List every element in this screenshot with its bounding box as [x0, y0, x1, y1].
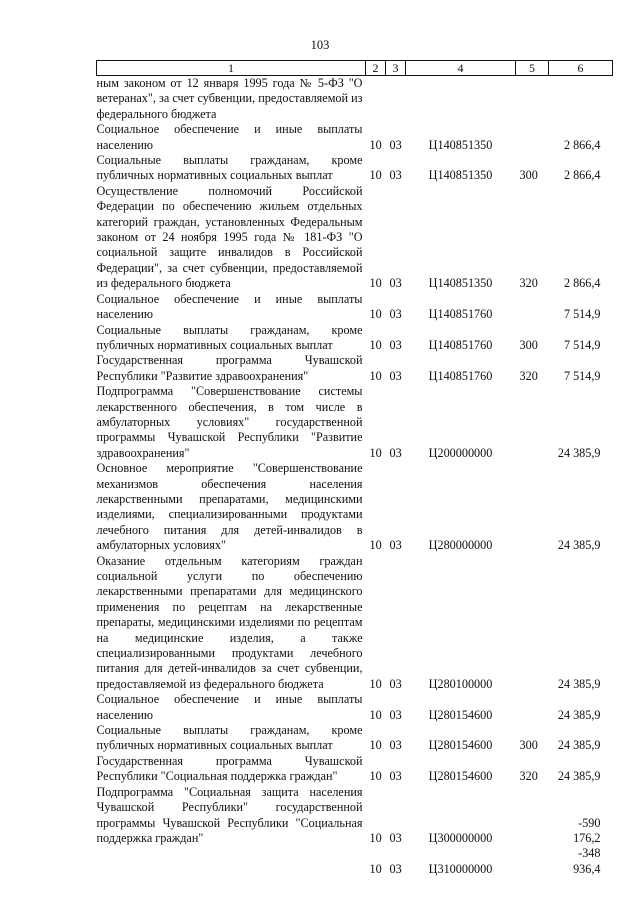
table-row: [97, 692, 613, 723]
row-amount: -590 176,2: [573, 815, 601, 845]
row-name: Государственная программа Чувашской Республики "Социальная поддержка граждан": [96, 753, 363, 784]
table-row: [97, 292, 613, 323]
table-row: [97, 785, 613, 847]
row-expense-type: 320: [519, 368, 538, 383]
row-name: Государственная программа Чувашской Республики "Развитие здравоохранения": [96, 353, 363, 383]
row-expense-type: 320: [519, 769, 538, 784]
table-row: [97, 184, 613, 292]
row-target-article: Ц280154600: [428, 769, 493, 784]
row-target-article: Ц140851760: [428, 368, 493, 383]
row-expense-type: [516, 122, 549, 153]
row-name: Осуществление полномочий Российской Федерации по обеспечению жильем отдельных категорий граждан, установленных Федеральным законом от 24 ноября 1995 года № 181-ФЗ "О социальной защите инвалидов в Российской Федерации", за счет субвенции, предоставляемой из федерального бюджета: [96, 183, 363, 291]
row-amount: 24 385,9: [557, 445, 601, 460]
row-expense-type: [516, 461, 549, 553]
table-row: [97, 754, 613, 785]
table-row: [97, 122, 613, 153]
row-section: 10: [369, 307, 382, 322]
row-subsection: 03: [389, 676, 402, 691]
row-section: 10: [369, 769, 382, 784]
row-section: 10: [369, 137, 382, 152]
row-target-article: Ц140851350: [428, 137, 493, 152]
row-subsection: 03: [389, 137, 402, 152]
row-section: [366, 76, 386, 123]
row-name: Социальное обеспечение и иные выплаты населению: [96, 122, 363, 152]
row-target-article: Ц280154600: [428, 738, 493, 753]
table-row: [97, 461, 613, 553]
row-amount: 24 385,9: [557, 676, 601, 691]
row-target-article: Ц280154600: [428, 707, 493, 722]
row-section: 10: [369, 676, 382, 691]
row-expense-type: [516, 785, 549, 847]
row-target-article: [406, 76, 516, 123]
row-name: [97, 846, 366, 877]
row-expense-type: [516, 292, 549, 323]
table-row: [97, 353, 613, 384]
row-section: 10: [369, 368, 382, 383]
row-subsection: 03: [389, 538, 402, 553]
row-section: 10: [369, 707, 382, 722]
table-row: [97, 76, 613, 123]
column-header-target-article: 4: [406, 61, 516, 76]
row-subsection: [386, 76, 406, 123]
row-expense-type: 300: [519, 337, 538, 352]
table-row: [97, 554, 613, 693]
row-expense-type: [516, 76, 549, 123]
row-name: Социальные выплаты гражданам, кроме публичных нормативных социальных выплат: [96, 153, 363, 183]
row-subsection: 03: [389, 368, 402, 383]
row-target-article: Ц140851760: [428, 337, 493, 352]
row-name: Подпрограмма "Совершенствование системы лекарственного обеспечения, в том числе в амбулаторных условиях" государственной программы Чувашской Республики "Развитие здравоохранения": [96, 384, 363, 460]
row-subsection: 03: [389, 307, 402, 322]
row-target-article: Ц200000000: [428, 445, 493, 460]
column-header-name: 1: [97, 61, 366, 76]
row-section: 10: [369, 861, 382, 876]
budget-table: [96, 60, 613, 877]
row-subsection: 03: [389, 707, 402, 722]
row-section: 10: [369, 337, 382, 352]
row-subsection: 03: [389, 738, 402, 753]
column-header-expense-type: 5: [516, 61, 549, 76]
row-expense-type: [516, 846, 549, 877]
row-expense-type: [516, 384, 549, 461]
row-amount: 7 514,9: [563, 368, 601, 383]
row-section: 10: [369, 168, 382, 183]
row-amount: 2 866,4: [563, 276, 601, 291]
column-header-amount: 6: [549, 61, 613, 76]
row-amount: 7 514,9: [563, 337, 601, 352]
table-row: [97, 384, 613, 461]
row-amount: [549, 76, 613, 123]
row-amount: 24 385,9: [557, 538, 601, 553]
table-row: [97, 846, 613, 877]
row-amount: 24 385,9: [557, 707, 601, 722]
row-amount: -348 936,4: [573, 846, 601, 876]
row-subsection: 03: [389, 276, 402, 291]
page-number: 103: [310, 38, 330, 52]
row-expense-type: 320: [519, 276, 538, 291]
row-section: 10: [369, 276, 382, 291]
row-subsection: 03: [389, 445, 402, 460]
table-header-row: [97, 61, 613, 76]
row-target-article: Ц140851350: [428, 168, 493, 183]
row-amount: 2 866,4: [563, 137, 601, 152]
row-expense-type: 300: [519, 738, 538, 753]
row-name: Социальное обеспечение и иные выплаты населению: [96, 692, 363, 722]
row-name: ным законом от 12 января 1995 года № 5-ФЗ "О ветеранах", за счет субвенции, предоставляемой из федерального бюджета: [96, 76, 363, 121]
table-row: [97, 323, 613, 354]
column-header-section: 2: [366, 61, 386, 76]
row-name: Социальные выплаты гражданам, кроме публичных нормативных социальных выплат: [96, 723, 363, 753]
row-section: 10: [369, 738, 382, 753]
row-amount: 24 385,9: [557, 738, 601, 753]
row-section: 10: [369, 445, 382, 460]
row-subsection: 03: [389, 769, 402, 784]
row-name: Основное мероприятие "Совершенствование механизмов обеспечения населения лекарственными препаратами, медицинскими изделиями, специализированными продуктами лечебного питания для детей-инвалидов в амбулаторных условиях": [96, 461, 363, 553]
row-target-article: Ц300000000: [428, 830, 493, 845]
row-name: Социальное обеспечение и иные выплаты населению: [96, 291, 363, 322]
row-name: Подпрограмма "Социальная защита населения Чувашской Республики" государственной программы Чувашской Республики "Социальная поддержка граждан": [96, 784, 363, 845]
row-expense-type: [516, 692, 549, 723]
row-subsection: 03: [389, 830, 402, 845]
row-target-article: Ц310000000: [428, 861, 493, 876]
row-amount: 2 866,4: [563, 168, 601, 183]
row-expense-type: [516, 554, 549, 693]
row-section: 10: [369, 538, 382, 553]
row-target-article: Ц280100000: [428, 676, 493, 691]
row-target-article: Ц140851350: [428, 276, 493, 291]
row-target-article: Ц280000000: [428, 538, 493, 553]
row-subsection: 03: [389, 168, 402, 183]
row-amount: 24 385,9: [557, 769, 601, 784]
row-expense-type: 300: [519, 168, 538, 183]
row-subsection: 03: [389, 337, 402, 352]
row-name: Оказание отдельным категориям граждан социальной услуги по обеспечению лекарственными препаратами для медицинского применения по рецептам на лекарственные препараты, медицинскими изделиями по рецептам на медицинские изделия, а также специализированными продуктами лечебного питания для детей-инвалидов за счет субвенции, предоставляемой из федерального бюджета: [96, 553, 363, 691]
column-header-subsection: 3: [386, 61, 406, 76]
row-subsection: 03: [389, 861, 402, 876]
row-section: 10: [369, 830, 382, 845]
table-row: [97, 153, 613, 184]
row-name: Социальные выплаты гражданам, кроме публичных нормативных социальных выплат: [96, 322, 363, 352]
row-target-article: Ц140851760: [428, 307, 493, 322]
table-row: [97, 723, 613, 754]
row-amount: 7 514,9: [563, 307, 601, 322]
